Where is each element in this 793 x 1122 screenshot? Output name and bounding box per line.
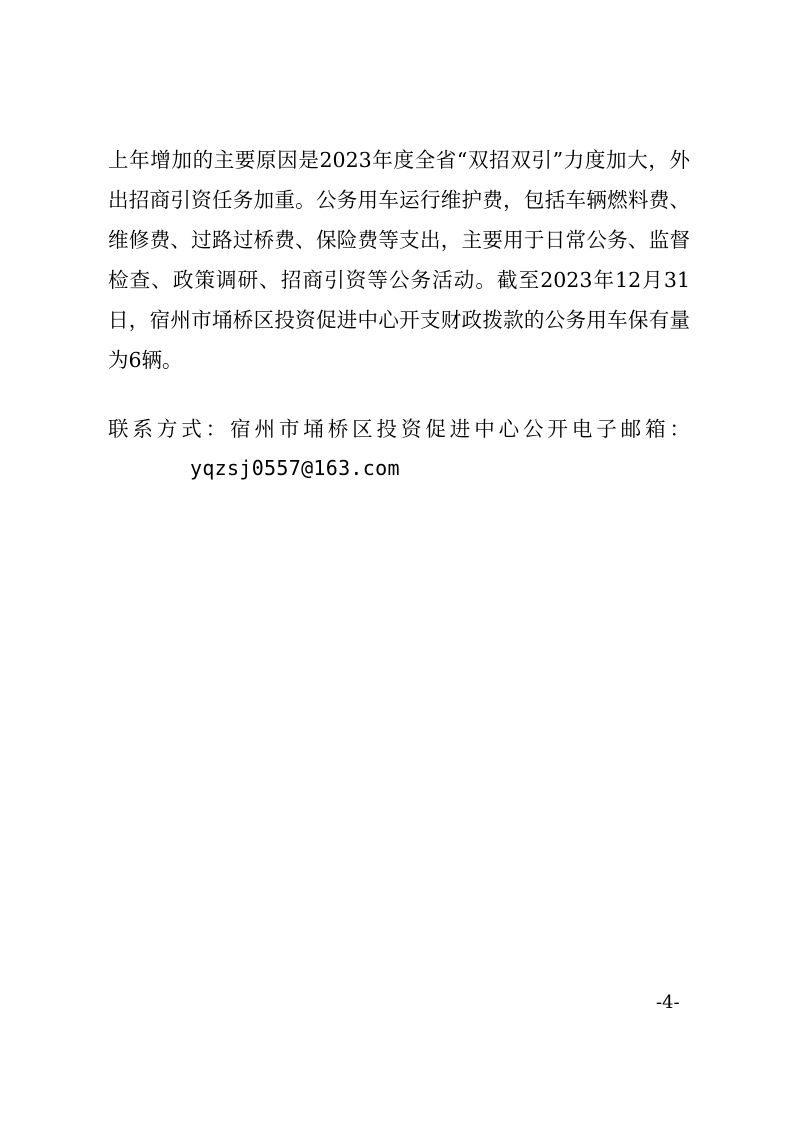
body-line-6: 为6辆。 (108, 348, 183, 372)
body-line-1: 上年增加的主要原因是2023年度全省“双招双引”力度加大，外 (108, 148, 690, 172)
body-line-3: 维修费、过路过桥费、保险费等支出，主要用于日常公务、监督 (108, 228, 690, 252)
body-line-4: 检查、政策调研、招商引资等公务活动。截至2023年12月31 (108, 268, 690, 292)
body-line-5: 日，宿州市埇桥区投资促进中心开支财政拨款的公务用车保有量 (108, 308, 690, 332)
contact-label: 联系方式：宿州市埇桥区投资促进中心公开电子邮箱： (108, 417, 690, 441)
body-line-2: 出招商引资任务加重。公务用车运行维护费，包括车辆燃料费、 (108, 188, 690, 212)
page-number: -4- (656, 992, 680, 1013)
contact-email: yqzsj0557@163.com (190, 456, 400, 480)
